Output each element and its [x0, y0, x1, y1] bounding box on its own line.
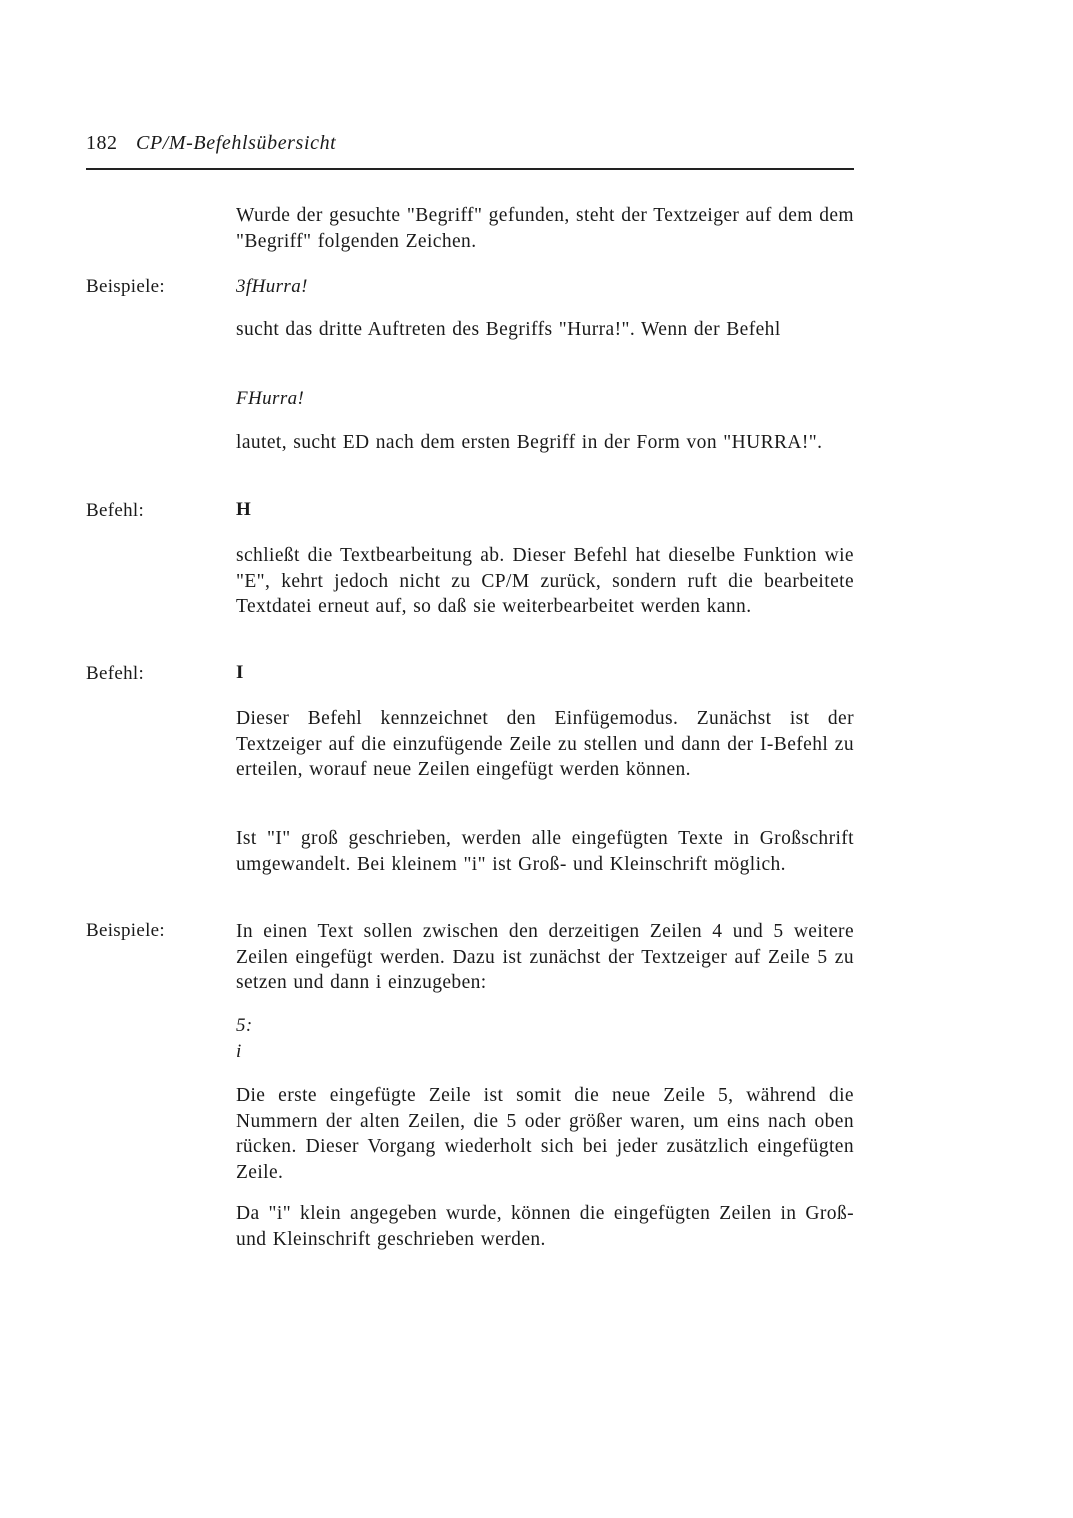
paragraph-command-i: Dieser Befehl kennzeichnet den Einfügemodus. Zunächst ist der Textzeiger auf die einzufügende Zeile zu stellen und dann der I-Befehl zu erteilen, worauf neue Zeilen eingefügt werden können. — [236, 708, 854, 780]
label-befehl: Befehl: — [86, 500, 145, 521]
code-example-3fhurra: 3fHurra! — [236, 276, 308, 297]
paragraph-example: In einen Text sollen zwischen den derzeitigen Zeilen 4 und 5 weitere Zeilen eingefügt werden. Dazu ist zunächst der Textzeiger auf Zeile 5 zu setzen und dann i einzugeben: — [236, 921, 854, 993]
paragraph-intro: Wurde der gesuchte "Begriff" gefunden, steht der Textzeiger auf dem dem "Begriff" folgenden Zeichen. — [236, 205, 854, 252]
command-h: H — [236, 499, 251, 520]
code-example-i: i — [236, 1041, 242, 1062]
command-i: I — [236, 662, 244, 683]
paragraph-lautet: lautet, sucht ED nach dem ersten Begriff in der Form von "HURRA!". — [236, 432, 823, 453]
code-example-5: 5: — [236, 1015, 253, 1036]
label-beispiele: Beispiele: — [86, 920, 165, 941]
paragraph-final: Da "i" klein angegeben wurde, können die eingefügten Zeilen in Groß- und Kleinschrift geschrieben werden. — [236, 1203, 854, 1250]
paragraph-sucht: sucht das dritte Auftreten des Begriffs "Hurra!". Wenn der Befehl — [236, 319, 781, 340]
paragraph-grossschrift: Ist "I" groß geschrieben, werden alle eingefügten Texte in Großschrift umgewandelt. Bei kleinem "i" ist Groß- und Kleinschrift möglich. — [236, 828, 854, 875]
page-header — [86, 132, 854, 170]
page-number: 182 — [86, 132, 118, 154]
paragraph-command-h: schließt die Textbearbeitung ab. Dieser Befehl hat dieselbe Funktion wie "E", kehrt jedoch nicht zu CP/M zurück, sondern ruft die bearbeitete Textdatei erneut auf, so daß sie weiterbearbeitet werden kann. — [236, 545, 854, 617]
code-example-fhurra: FHurra! — [236, 388, 305, 409]
paragraph-result: Die erste eingefügte Zeile ist somit die neue Zeile 5, während die Nummern der alten Zeilen, die 5 oder größer waren, um eins nach oben rücken. Dieser Vorgang wiederholt sich bei jeder zusätzlich eingefügten Zeile. — [236, 1085, 854, 1183]
label-befehl: Befehl: — [86, 663, 145, 684]
label-beispiele: Beispiele: — [86, 276, 165, 297]
running-title: CP/M-Befehlsübersicht — [136, 132, 337, 154]
